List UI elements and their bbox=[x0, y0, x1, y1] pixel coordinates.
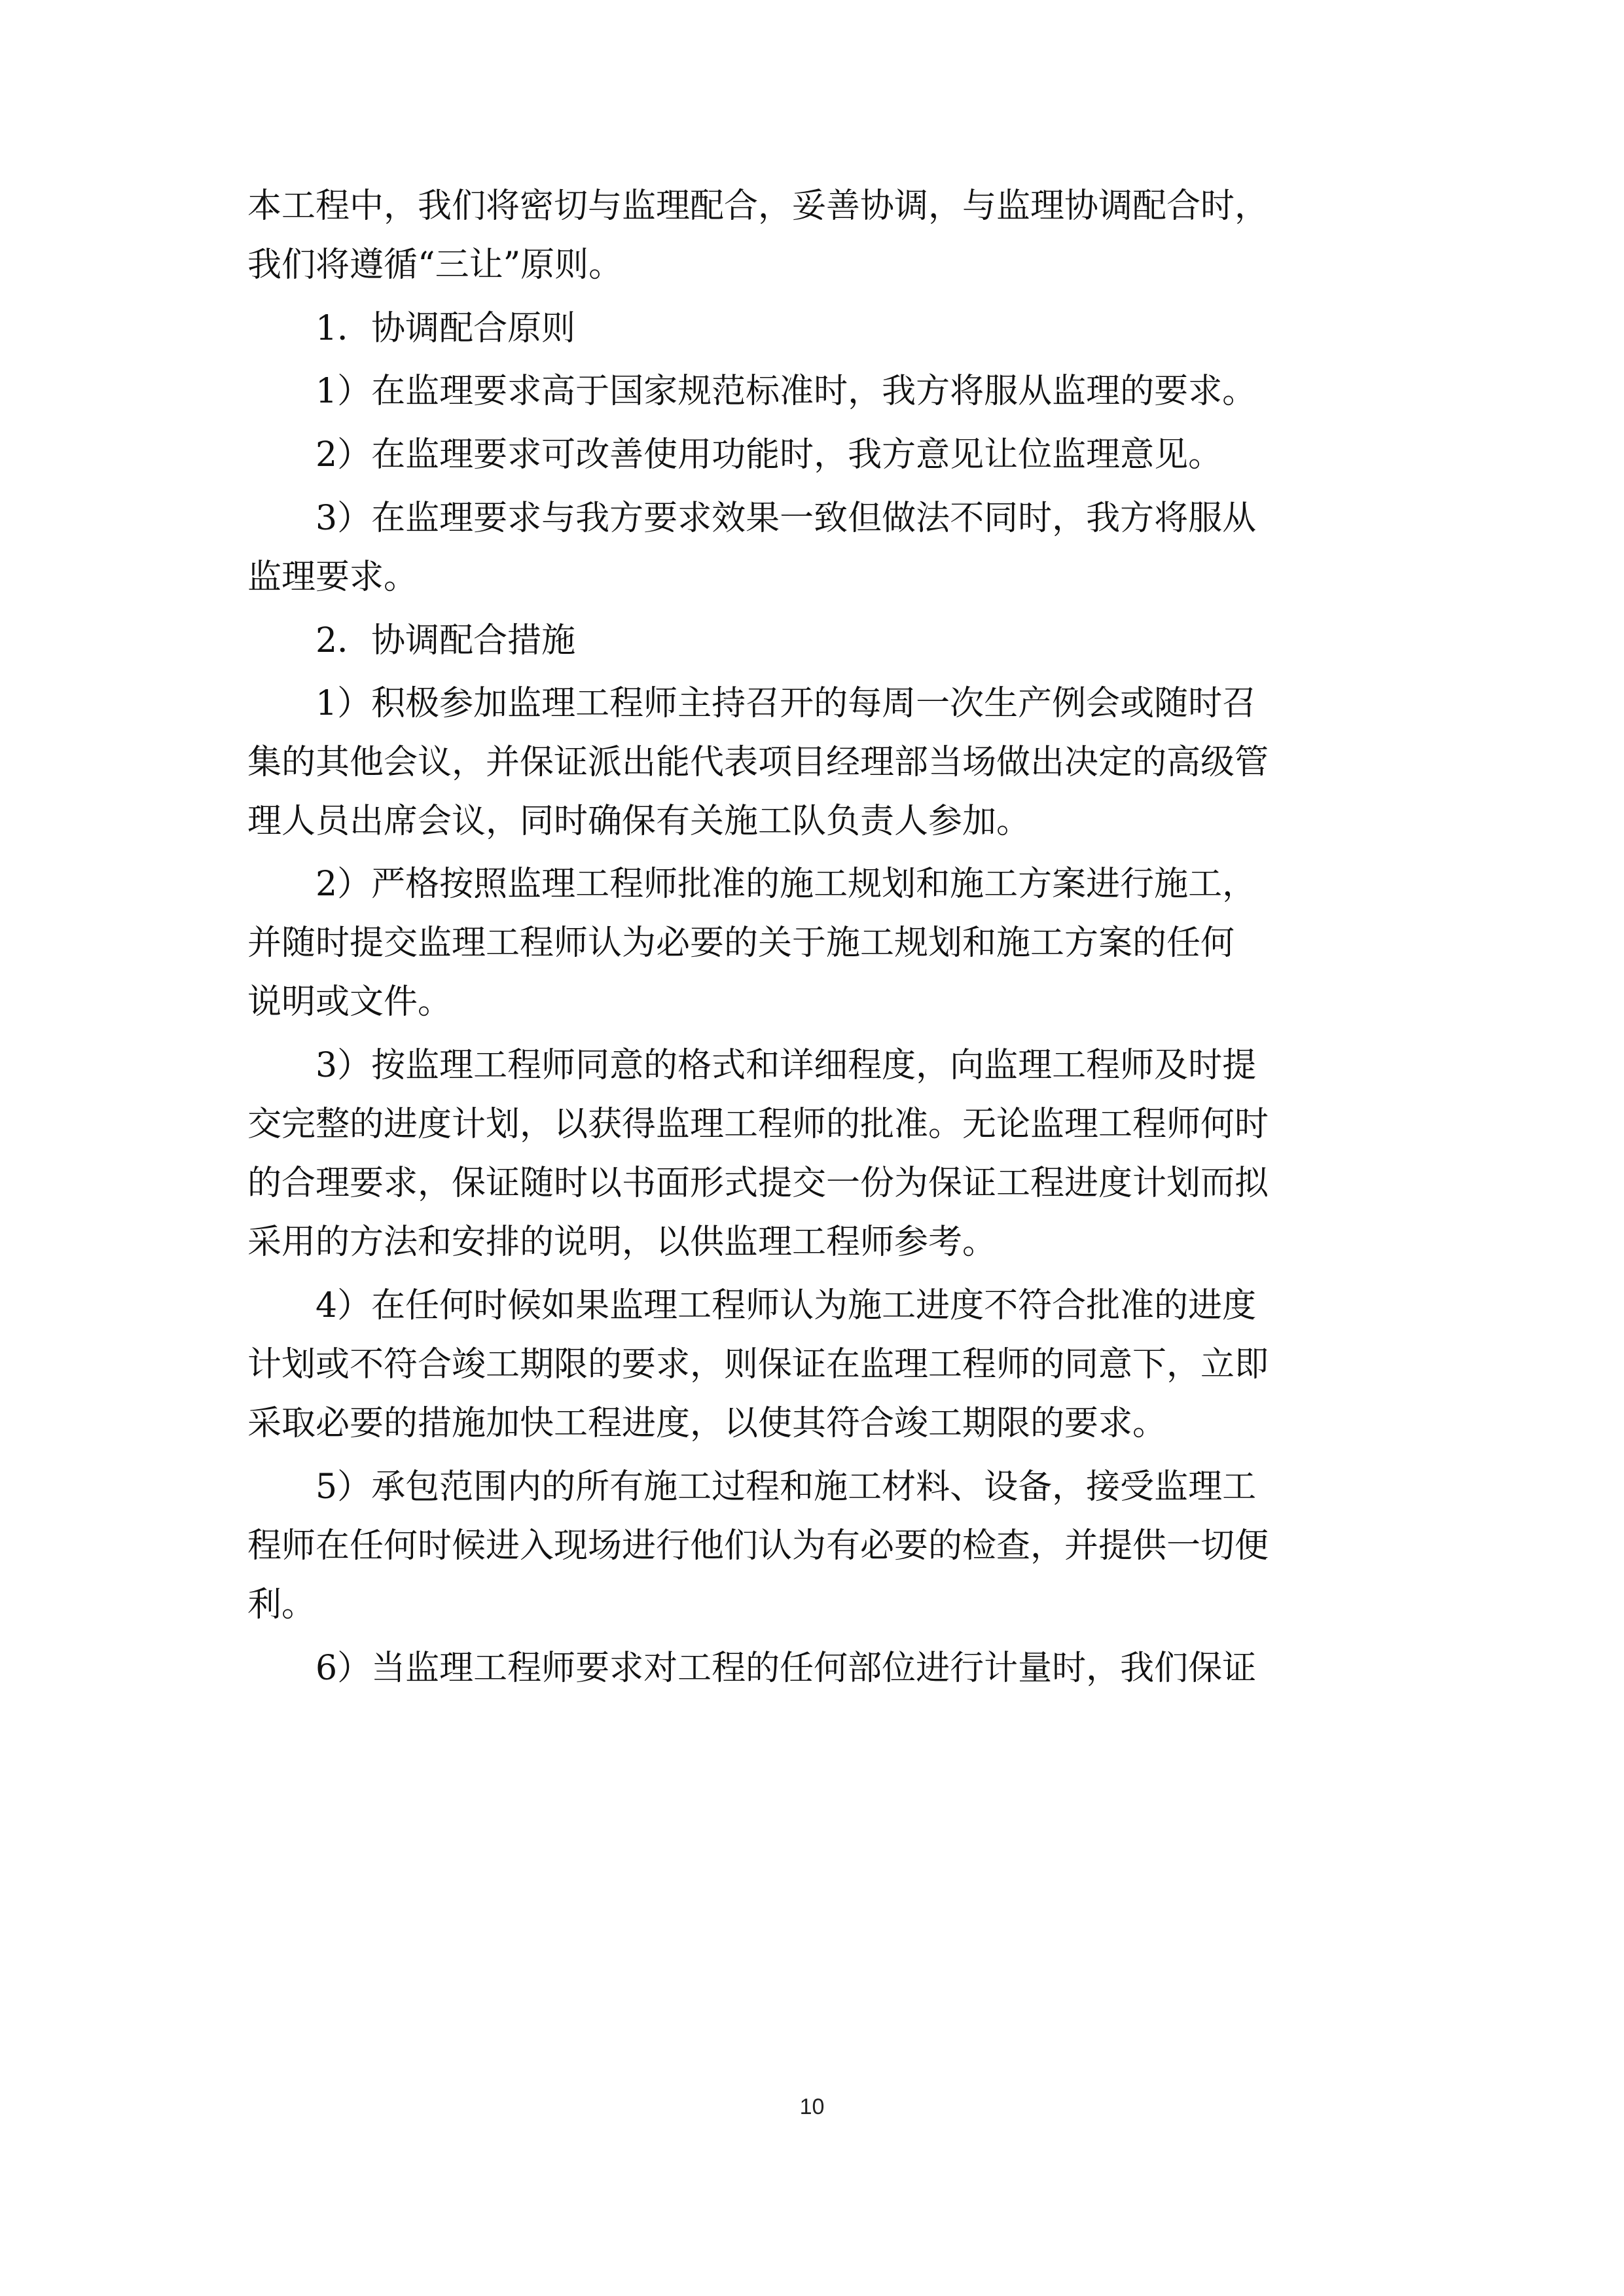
text-line: 理人员出席会议，同时确保有关施工队负责人参加。 bbox=[247, 802, 1031, 841]
text-line: 4）在任何时候如果监理工程师认为施工进度不符合批准的进度 bbox=[316, 1286, 1257, 1325]
page-number: 10 bbox=[799, 2094, 825, 2119]
text-line: 程师在任何时候进入现场进行他们认为有必要的检查，并提供一切便 bbox=[247, 1526, 1269, 1566]
text-line: 采取必要的措施加快工程进度，以使其符合竣工期限的要求。 bbox=[247, 1404, 1167, 1443]
text-line: 交完整的进度计划，以获得监理工程师的批准。无论监理工程师何时 bbox=[247, 1105, 1269, 1144]
text-line: 我们将遵循“三让”原则。 bbox=[247, 245, 623, 285]
section-heading: 1．协调配合原则 bbox=[316, 309, 576, 348]
text-line: 本工程中，我们将密切与监理配合，妥善协调，与监理协调配合时， bbox=[247, 187, 1269, 226]
text-line: 2）严格按照监理工程师批准的施工规划和施工方案进行施工， bbox=[316, 865, 1257, 904]
text-line: 3）在监理要求与我方要求效果一致但做法不同时，我方将服从 bbox=[316, 499, 1257, 538]
text-line: 2）在监理要求可改善使用功能时，我方意见让位监理意见。 bbox=[316, 435, 1223, 475]
text-line: 利。 bbox=[247, 1585, 316, 1624]
text-line: 6）当监理工程师要求对工程的任何部位进行计量时，我们保证 bbox=[316, 1649, 1257, 1688]
section-heading: 2．协调配合措施 bbox=[316, 621, 576, 660]
text-line: 1）积极参加监理工程师主持召开的每周一次生产例会或随时召 bbox=[316, 684, 1257, 723]
text-line: 集的其他会议，并保证派出能代表项目经理部当场做出决定的高级管 bbox=[247, 743, 1269, 782]
text-line: 5）承包范围内的所有施工过程和施工材料、设备，接受监理工 bbox=[316, 1467, 1257, 1507]
text-line: 3）按监理工程师同意的格式和详细程度，向监理工程师及时提 bbox=[316, 1046, 1257, 1085]
text-line: 计划或不符合竣工期限的要求，则保证在监理工程师的同意下，立即 bbox=[247, 1345, 1269, 1384]
text-line: 并随时提交监理工程师认为必要的关于施工规划和施工方案的任何 bbox=[247, 924, 1235, 963]
text-line: 监理要求。 bbox=[247, 558, 418, 597]
text-line: 采用的方法和安排的说明，以供监理工程师参考。 bbox=[247, 1223, 997, 1262]
text-line: 1）在监理要求高于国家规范标准时，我方将服从监理的要求。 bbox=[316, 372, 1257, 411]
text-line: 的合理要求，保证随时以书面形式提交一份为保证工程进度计划而拟 bbox=[247, 1164, 1269, 1203]
text-line: 说明或文件。 bbox=[247, 982, 452, 1022]
